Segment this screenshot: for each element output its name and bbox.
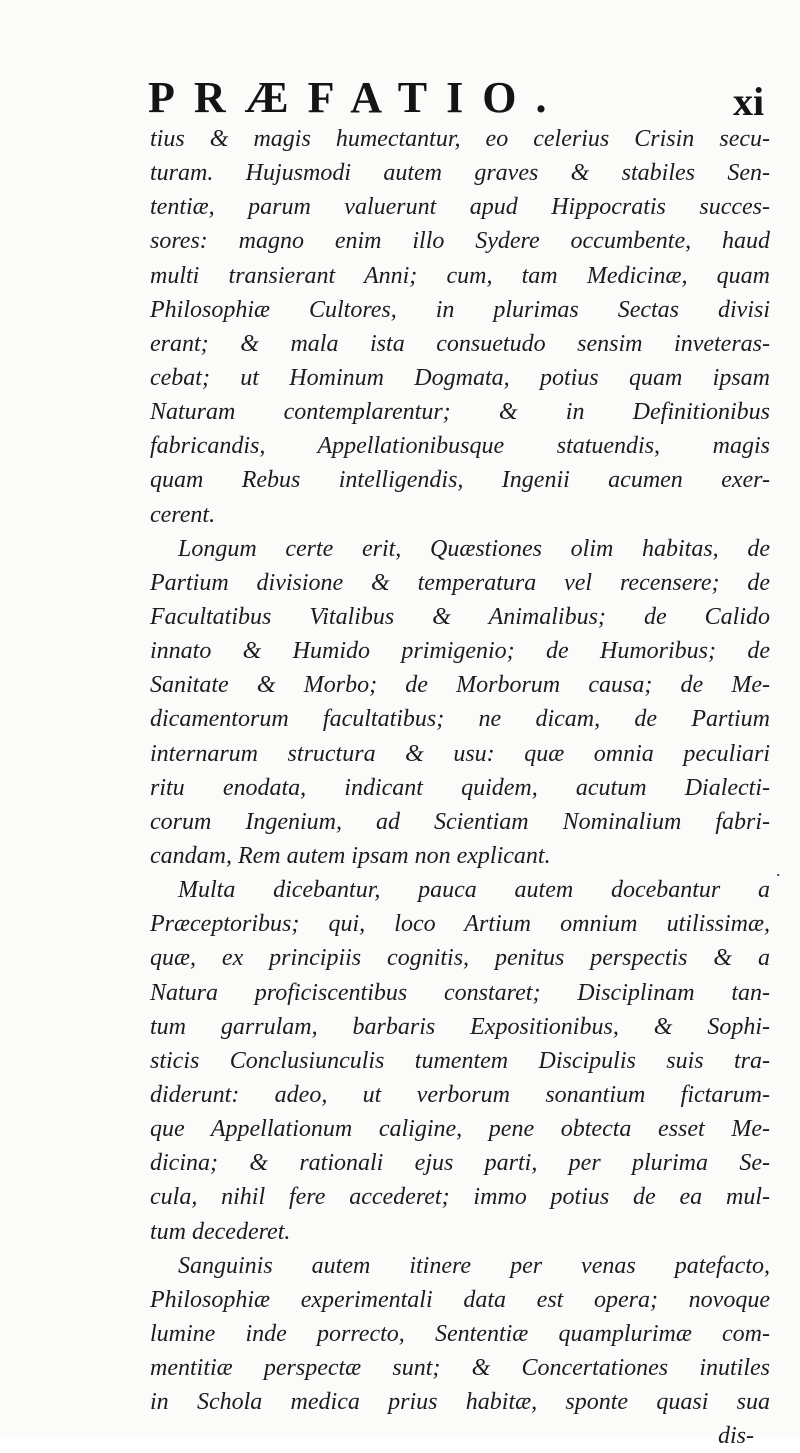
text-line: Sanitate & Morbo; de Morborum causa; de Me-: [150, 672, 770, 699]
text-line: Partium divisione & temperatura vel recensere; de: [150, 569, 770, 596]
paragraph-start-line: Multa dicebantur, pauca autem docebantur a: [178, 877, 770, 904]
text-line: cebat; ut Hominum Dogmata, potius quam ipsam: [150, 364, 770, 391]
text-line: sores: magno enim illo Sydere occumbente, haud: [150, 228, 770, 255]
text-line: fabricandis, Appellationibusque statuendis, magis: [150, 433, 770, 460]
text-line: Facultatibus Vitalibus & Animalibus; de Calido: [150, 603, 770, 630]
text-line: cerent.: [150, 501, 216, 528]
text-line: quam Rebus intelligendis, Ingenii acumen exer-: [150, 467, 770, 494]
text-line: erant; & mala ista consuetudo sensim inveteras-: [150, 330, 770, 357]
paragraph-start-line: Sanguinis autem itinere per venas patefacto,: [178, 1252, 770, 1279]
text-line: multi transierant Anni; cum, tam Medicinæ, quam: [150, 262, 770, 289]
text-line: ritu enodata, indicant quidem, acutum Dialecti-: [150, 774, 770, 801]
margin-mark: .: [776, 860, 781, 880]
text-line: mentitiæ perspectæ sunt; & Concertationes inutiles: [150, 1355, 770, 1382]
text-line: tius & magis humectantur, eo celerius Crisin secu-: [150, 126, 770, 152]
text-line: tum garrulam, barbaris Expositionibus, & Sophi-: [150, 1013, 770, 1040]
text-line: turam. Hujusmodi autem graves & stabiles Sen-: [150, 160, 770, 187]
text-line: diderunt: adeo, ut verborum sonantium fictarum-: [150, 1081, 770, 1108]
running-head: PRÆFATIO.: [148, 73, 566, 122]
text-line: tentiæ, parum valuerunt apud Hippocratis succes-: [150, 194, 770, 221]
text-line: Philosophiæ experimentali data est opera; novoque: [150, 1286, 770, 1313]
text-line: Philosophiæ Cultores, in plurimas Sectas divisi: [150, 296, 770, 323]
page-number: xi: [733, 79, 765, 124]
text-line: quæ, ex principiis cognitis, penitus perspectis & a: [150, 945, 770, 972]
text-line: Natura proficiscentibus constaret; Disciplinam tan-: [150, 979, 770, 1006]
catchword: dis-: [718, 1423, 754, 1450]
body-text: [150, 122, 770, 1453]
text-line: sticis Conclusiunculis tumentem Discipulis suis tra-: [150, 1047, 770, 1074]
text-line: internarum structura & usu: quæ omnia peculiari: [150, 740, 770, 767]
text-line: innato & Humido primigenio; de Humoribus; de: [150, 638, 770, 665]
text-line: Præceptoribus; qui, loco Artium omnium utilissimæ,: [150, 911, 770, 938]
text-line: dicina; & rationali ejus parti, per plurima Se-: [150, 1150, 770, 1177]
text-line: dicamentorum facultatibus; ne dicam, de Partium: [150, 706, 770, 733]
text-line: cula, nihil fere accederet; immo potius de ea mul-: [150, 1184, 770, 1211]
text-line: lumine inde porrecto, Sententiæ quamplurimæ com-: [150, 1320, 770, 1347]
paragraph-start-line: Longum certe erit, Quæstiones olim habitas, de: [178, 535, 770, 562]
text-line: candam, Rem autem ipsam non explicant.: [150, 842, 551, 869]
text-line: tum decederet.: [150, 1218, 291, 1245]
text-line: in Schola medica prius habitæ, sponte quasi sua: [150, 1389, 770, 1416]
text-line: Naturam contemplarentur; & in Definitionibus: [150, 399, 770, 426]
text-line: que Appellationum caligine, pene obtecta esset Me-: [150, 1116, 770, 1143]
text-line: corum Ingenium, ad Scientiam Nominalium fabri-: [150, 808, 770, 835]
